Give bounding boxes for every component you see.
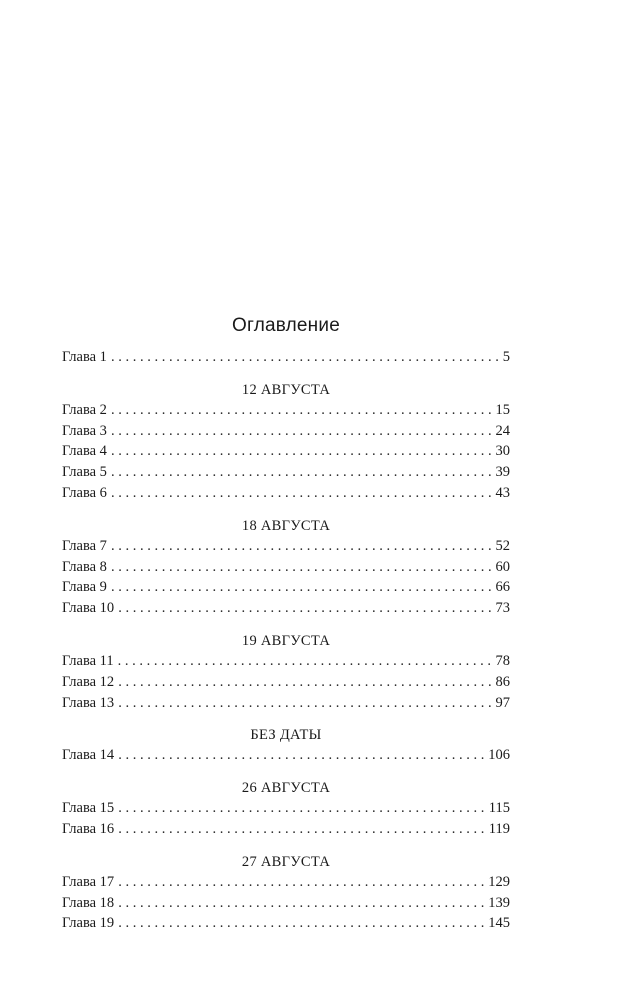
toc-entry: [62, 557, 510, 578]
dot-leader: [118, 745, 484, 766]
toc-entry: [62, 872, 510, 893]
toc-entry: [62, 441, 510, 462]
section-heading: 27 АВГУСТА: [241, 853, 331, 870]
chapter-label: Глава 18: [62, 894, 115, 911]
dot-leader: [118, 651, 492, 672]
chapter-label: Глава 16: [62, 820, 115, 837]
chapter-label: Глава 2: [62, 401, 107, 418]
page-number: 139: [488, 894, 510, 911]
section-entries: [62, 798, 510, 840]
chapter-label: Глава 13: [62, 694, 115, 711]
page-number: 52: [495, 537, 510, 554]
dot-leader: [118, 893, 484, 914]
dot-leader: [111, 557, 492, 578]
toc-entry: [62, 893, 510, 914]
toc-entry: [62, 693, 510, 714]
chapter-label: Глава 3: [62, 422, 107, 439]
page-number: 115: [488, 800, 510, 817]
dot-leader: [111, 421, 492, 442]
dot-leader: [111, 347, 499, 368]
page-number: 66: [495, 579, 510, 596]
chapter-label: Глава 4: [62, 443, 107, 460]
page-number: 15: [495, 401, 510, 418]
section-heading: 26 АВГУСТА: [241, 780, 331, 797]
chapter-label: Глава 10: [62, 600, 115, 617]
page-number: 60: [495, 558, 510, 575]
chapter-label: Глава 6: [62, 484, 107, 501]
chapter-label: Глава 19: [62, 915, 115, 932]
dot-leader: [118, 798, 485, 819]
dot-leader: [111, 462, 492, 483]
toc-entry: [62, 577, 510, 598]
page-number: 145: [488, 915, 510, 932]
toc-entry: [62, 483, 510, 504]
dot-leader: [111, 400, 492, 421]
toc-entry: [62, 745, 510, 766]
toc-entry-chapter-1: [62, 347, 510, 368]
dot-leader: [118, 598, 491, 619]
chapter-label: Глава 5: [62, 464, 107, 481]
toc-entry: [62, 798, 510, 819]
page-number: 86: [495, 673, 510, 690]
section-entries: [62, 400, 510, 504]
page-number: 30: [495, 443, 510, 460]
chapter-label: Глава 17: [62, 873, 115, 890]
toc-entry: [62, 651, 510, 672]
page-number: 78: [495, 652, 510, 669]
dot-leader: [111, 441, 492, 462]
toc-entry: [62, 913, 510, 934]
chapter-label: Глава 9: [62, 579, 107, 596]
dot-leader: [118, 872, 484, 893]
chapter-label: Глава 1: [62, 349, 107, 365]
page-number: 106: [488, 747, 510, 764]
dot-leader: [118, 819, 485, 840]
section-heading: 19 АВГУСТА: [241, 632, 331, 649]
chapter-label: Глава 15: [62, 800, 115, 817]
dot-leader: [118, 913, 484, 934]
toc-entry: [62, 536, 510, 557]
section-heading: БЕЗ ДАТЫ: [250, 727, 322, 744]
page-number: 73: [495, 600, 510, 617]
toc-sections: [62, 380, 510, 934]
dot-leader: [111, 483, 492, 504]
section-heading: 18 АВГУСТА: [241, 517, 331, 534]
dot-leader: [118, 672, 491, 693]
toc-entry: [62, 819, 510, 840]
toc-entry: [62, 672, 510, 693]
chapter-label: Глава 11: [62, 652, 114, 669]
chapter-label: Глава 7: [62, 537, 107, 554]
toc-entry: [62, 400, 510, 421]
page-number: 24: [495, 422, 510, 439]
page-title: Оглавление: [232, 315, 340, 336]
section-entries: [62, 745, 510, 766]
toc-entry: [62, 598, 510, 619]
page-number: 97: [495, 694, 510, 711]
chapter-label: Глава 8: [62, 558, 107, 575]
table-of-contents: [62, 314, 510, 934]
page-number: 39: [495, 464, 510, 481]
page-number: 43: [495, 484, 510, 501]
page-number: 5: [502, 349, 510, 365]
dot-leader: [111, 577, 492, 598]
section-entries: [62, 536, 510, 619]
section-entries: [62, 651, 510, 713]
chapter-label: Глава 12: [62, 673, 115, 690]
dot-leader: [111, 536, 492, 557]
section-entries: [62, 872, 510, 934]
chapter-label: Глава 14: [62, 747, 115, 764]
section-heading: 12 АВГУСТА: [241, 381, 331, 398]
page-number: 129: [488, 873, 510, 890]
page-number: 119: [488, 820, 510, 837]
toc-entry: [62, 421, 510, 442]
dot-leader: [118, 693, 491, 714]
toc-entry: [62, 462, 510, 483]
